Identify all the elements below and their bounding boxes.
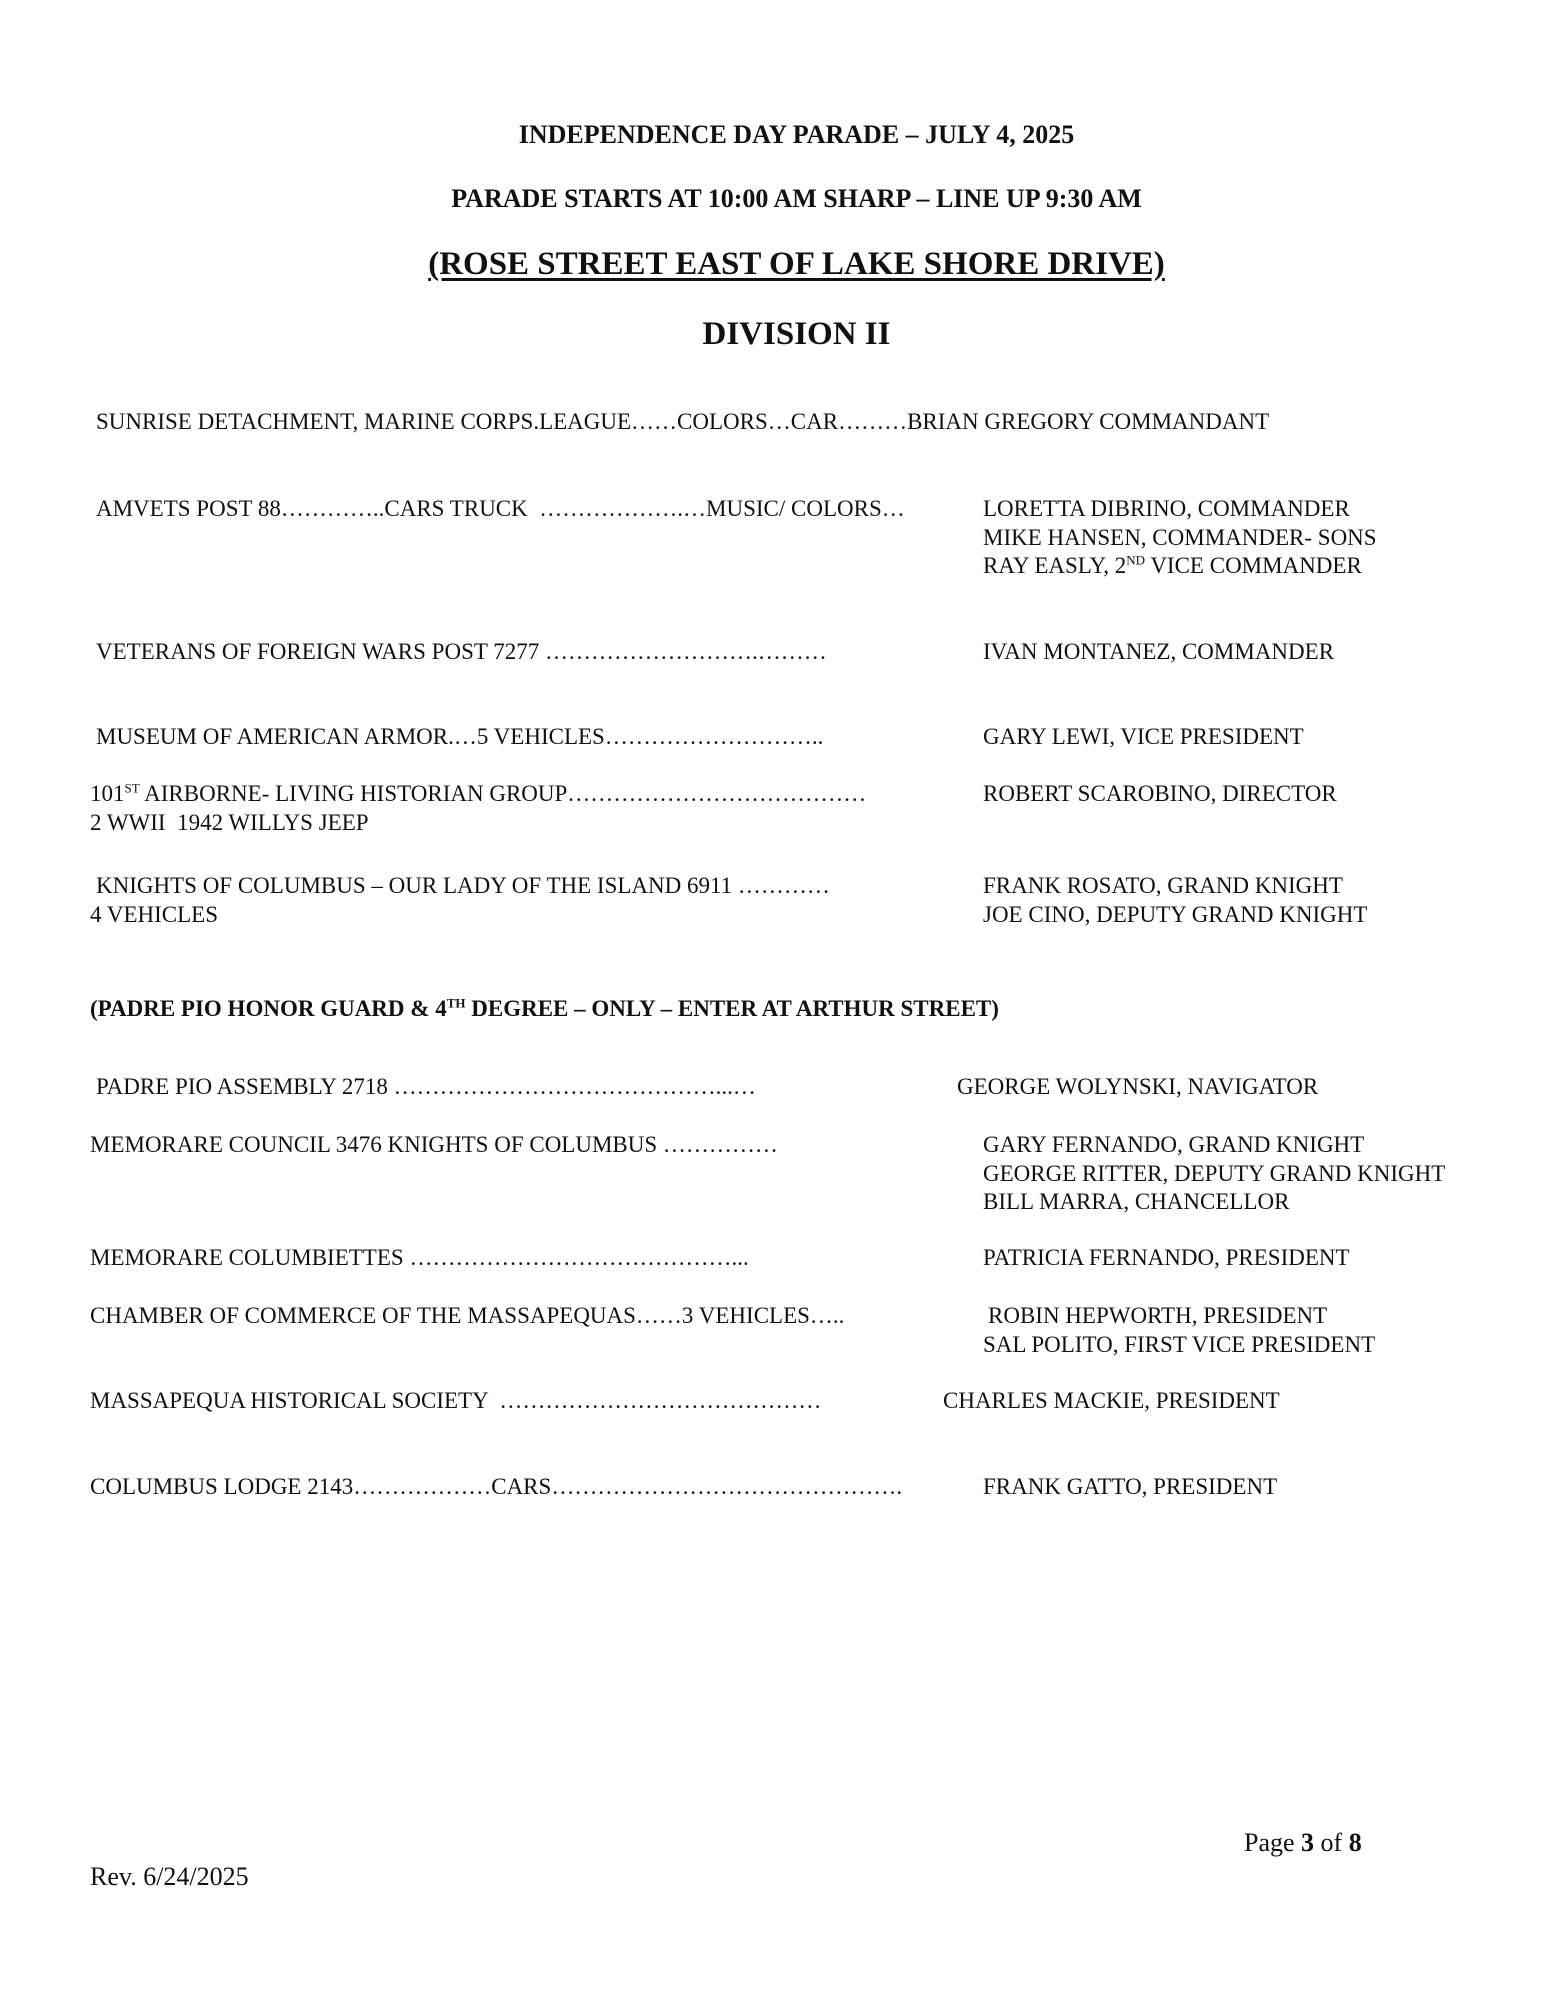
entry-contact: GEORGE WOLYNSKI, NAVIGATOR: [957, 1074, 1319, 1099]
revision-date: Rev. 6/24/2025: [90, 1862, 249, 1891]
entry-org-line: SUNRISE DETACHMENT, MARINE CORPS.LEAGUE……COLORS…CAR………BRIAN GREGORY COMMANDANT: [96, 409, 1270, 434]
entry-org-line: MUSEUM OF AMERICAN ARMOR.…5 VEHICLES………………………..: [96, 724, 824, 749]
entry-contact: JOE CINO, DEPUTY GRAND KNIGHT: [983, 902, 1368, 927]
entry-org-line: MEMORARE COLUMBIETTES ……………………………………...: [90, 1245, 749, 1270]
entry-contact: GEORGE RITTER, DEPUTY GRAND KNIGHT: [983, 1161, 1446, 1186]
entry-org-line: AMVETS POST 88…………..CARS TRUCK ……………….…MUSIC/ COLORS…: [96, 496, 905, 521]
parade-title: INDEPENDENCE DAY PARADE – JULY 4, 2025: [518, 120, 1075, 149]
entry-contact: IVAN MONTANEZ, COMMANDER: [983, 639, 1335, 664]
entry-org-line: VETERANS OF FOREIGN WARS POST 7277 ……………………….………: [96, 639, 827, 664]
entry-org-line: PADRE PIO ASSEMBLY 2718 ……………………………………...…: [96, 1074, 756, 1099]
location-heading: (ROSE STREET EAST OF LAKE SHORE DRIVE): [428, 246, 1165, 282]
entry-contact: CHARLES MACKIE, PRESIDENT: [943, 1388, 1280, 1413]
entry-org-line: MEMORARE COUNCIL 3476 KNIGHTS OF COLUMBUS ……………: [90, 1132, 778, 1157]
start-time-line: PARADE STARTS AT 10:00 AM SHARP – LINE UP 9:30 AM: [451, 184, 1142, 213]
entry-org-line: 2 WWII 1942 WILLYS JEEP: [90, 810, 369, 835]
entry-org-line: COLUMBUS LODGE 2143………………CARS……………………………………….: [90, 1474, 903, 1499]
entry-org-line: CHAMBER OF COMMERCE OF THE MASSAPEQUAS……3 VEHICLES…..: [90, 1303, 845, 1328]
entry-contact: LORETTA DIBRINO, COMMANDER: [983, 496, 1350, 521]
entry-contact: BILL MARRA, CHANCELLOR: [983, 1189, 1290, 1214]
entry-contact: ROBERT SCAROBINO, DIRECTOR: [983, 781, 1337, 806]
entry-org-line: 4 VEHICLES: [90, 902, 218, 927]
entry-contact: GARY FERNANDO, GRAND KNIGHT: [983, 1132, 1365, 1157]
entry-org-line: 101ST AIRBORNE- LIVING HISTORIAN GROUP…………………………………: [90, 780, 867, 806]
entry-contact: PATRICIA FERNANDO, PRESIDENT: [983, 1245, 1350, 1270]
entry-contact: ROBIN HEPWORTH, PRESIDENT: [988, 1303, 1328, 1328]
honor-guard-notice: (PADRE PIO HONOR GUARD & 4TH DEGREE – ONLY – ENTER AT ARTHUR STREET): [90, 995, 999, 1021]
division-heading: DIVISION II: [702, 316, 891, 352]
entry-org-line: KNIGHTS OF COLUMBUS – OUR LADY OF THE ISLAND 6911 …………: [96, 873, 830, 898]
page-number: Page 3 of 8: [1244, 1828, 1362, 1857]
entry-contact: MIKE HANSEN, COMMANDER- SONS: [983, 525, 1377, 550]
entry-contact: FRANK GATTO, PRESIDENT: [983, 1474, 1278, 1499]
entry-contact: SAL POLITO, FIRST VICE PRESIDENT: [983, 1332, 1376, 1357]
entry-org-line: MASSAPEQUA HISTORICAL SOCIETY ……………………………………: [90, 1388, 822, 1413]
entry-contact: FRANK ROSATO, GRAND KNIGHT: [983, 873, 1343, 898]
entry-contact: RAY EASLY, 2ND VICE COMMANDER: [983, 552, 1362, 578]
entry-contact: GARY LEWI, VICE PRESIDENT: [983, 724, 1304, 749]
